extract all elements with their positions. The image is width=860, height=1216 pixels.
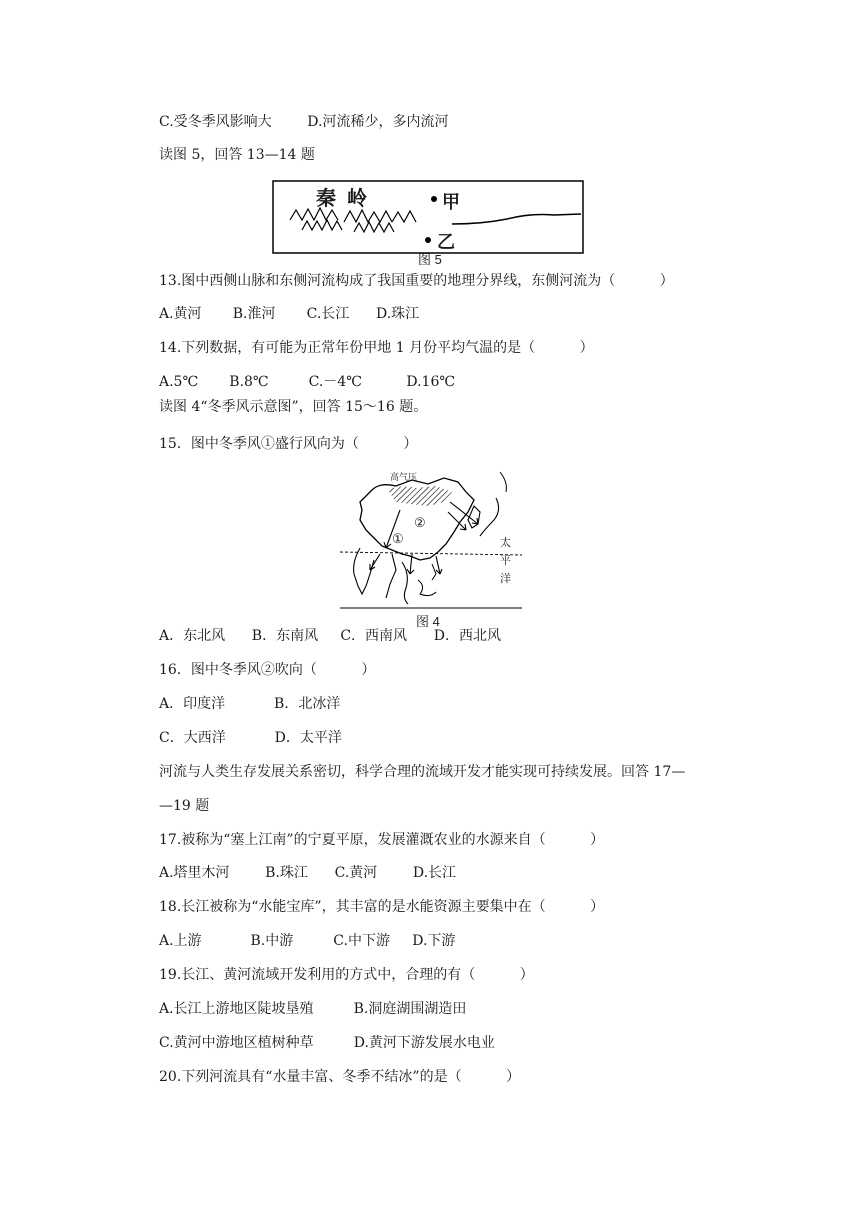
- question-13: 13.图中西侧山脉和东侧河流构成了我国重要的地理分界线，东侧河流为（ ）: [159, 273, 674, 289]
- question-14-options: A.5℃ B.8℃ C.－4℃ D.16℃: [159, 374, 456, 390]
- wind-arrows: [370, 502, 478, 574]
- wind-2-label: ②: [414, 516, 426, 531]
- question-17-options: A.塔里木河 B.珠江 C.黄河 D.长江: [159, 865, 457, 881]
- figure-5-caption: 图 5: [418, 252, 442, 267]
- high-pressure-area: [388, 486, 452, 506]
- text-line-options-12: C.受冬季风影响大 D.河流稀少，多内流河: [159, 114, 449, 130]
- paragraph-rivers-cont: —19 题: [159, 798, 210, 814]
- question-16-options-cd: C．大西洋 D．太平洋: [159, 730, 342, 746]
- question-14: 14.下列数据，有可能为正常年份甲地 1 月份平均气温的是（ ）: [159, 340, 594, 356]
- question-13-options: A.黄河 B.淮河 C.长江 D.珠江: [159, 306, 420, 322]
- point-yi-marker: [425, 237, 431, 243]
- japan-outline: [480, 498, 499, 536]
- pacific-ocean-label: 太 平 洋: [500, 536, 511, 585]
- question-15-options: A．东北风 B．东南风 C．西南风 D．西北风: [159, 628, 501, 644]
- india-outline: [354, 548, 374, 594]
- figure-4-caption: 图 4: [416, 614, 440, 629]
- text-line-read-figure5: 读图 5，回答 13—14 题: [159, 147, 315, 163]
- point-jia-label: 甲: [442, 192, 460, 213]
- question-17: 17.被称为“塞上江南”的宁夏平原，发展灌溉农业的水源来自（ ）: [159, 832, 605, 848]
- question-15: 15．图中冬季风①盛行风向为（ ）: [159, 436, 418, 452]
- wind-1-label: ①: [392, 532, 404, 547]
- figure-4: [340, 462, 522, 612]
- paragraph-rivers: 河流与人类生存发展关系密切，科学合理的流域开发才能实现可持续发展。回答 17—: [159, 764, 686, 780]
- figure-5: [272, 180, 584, 254]
- indochina-outline: [402, 562, 408, 604]
- question-16-options-ab: A．印度洋 B．北冰洋: [159, 696, 341, 712]
- sakhalin-outline: [500, 472, 506, 492]
- text-line-read-figure4: 读图 4“冬季风示意图”，回答 15～16 题。: [159, 399, 428, 415]
- peninsula-outline: [386, 554, 396, 598]
- point-jia-marker: [431, 196, 437, 202]
- question-19: 19.长江、黄河流域开发利用的方式中，合理的有（ ）: [159, 967, 534, 983]
- high-pressure-label: 高气压: [390, 473, 418, 483]
- question-19-options-ab: A.长江上游地区陡坡垦殖 B.洞庭湖围湖造田: [159, 1001, 467, 1017]
- point-yi-label: 乙: [437, 232, 455, 253]
- question-19-options-cd: C.黄河中游地区植树种草 D.黄河下游发展水电业: [159, 1035, 495, 1051]
- mountain-label-qinling: 秦 岭: [316, 186, 369, 210]
- philippines-outline: [432, 564, 436, 580]
- question-18-options: A.上游 B.中游 C.中下游 D.下游: [159, 933, 456, 949]
- borneo-outline: [418, 580, 436, 596]
- question-18: 18.长江被称为“水能宝库”，其丰富的是水能资源主要集中在（ ）: [159, 899, 605, 915]
- tropic-dashed-line: [340, 552, 522, 555]
- question-16: 16．图中冬季风②吹向（ ）: [159, 662, 376, 678]
- figure-4-map: [340, 462, 522, 612]
- question-20: 20.下列河流具有“水量丰富、冬季不结冰”的是（ ）: [159, 1069, 521, 1085]
